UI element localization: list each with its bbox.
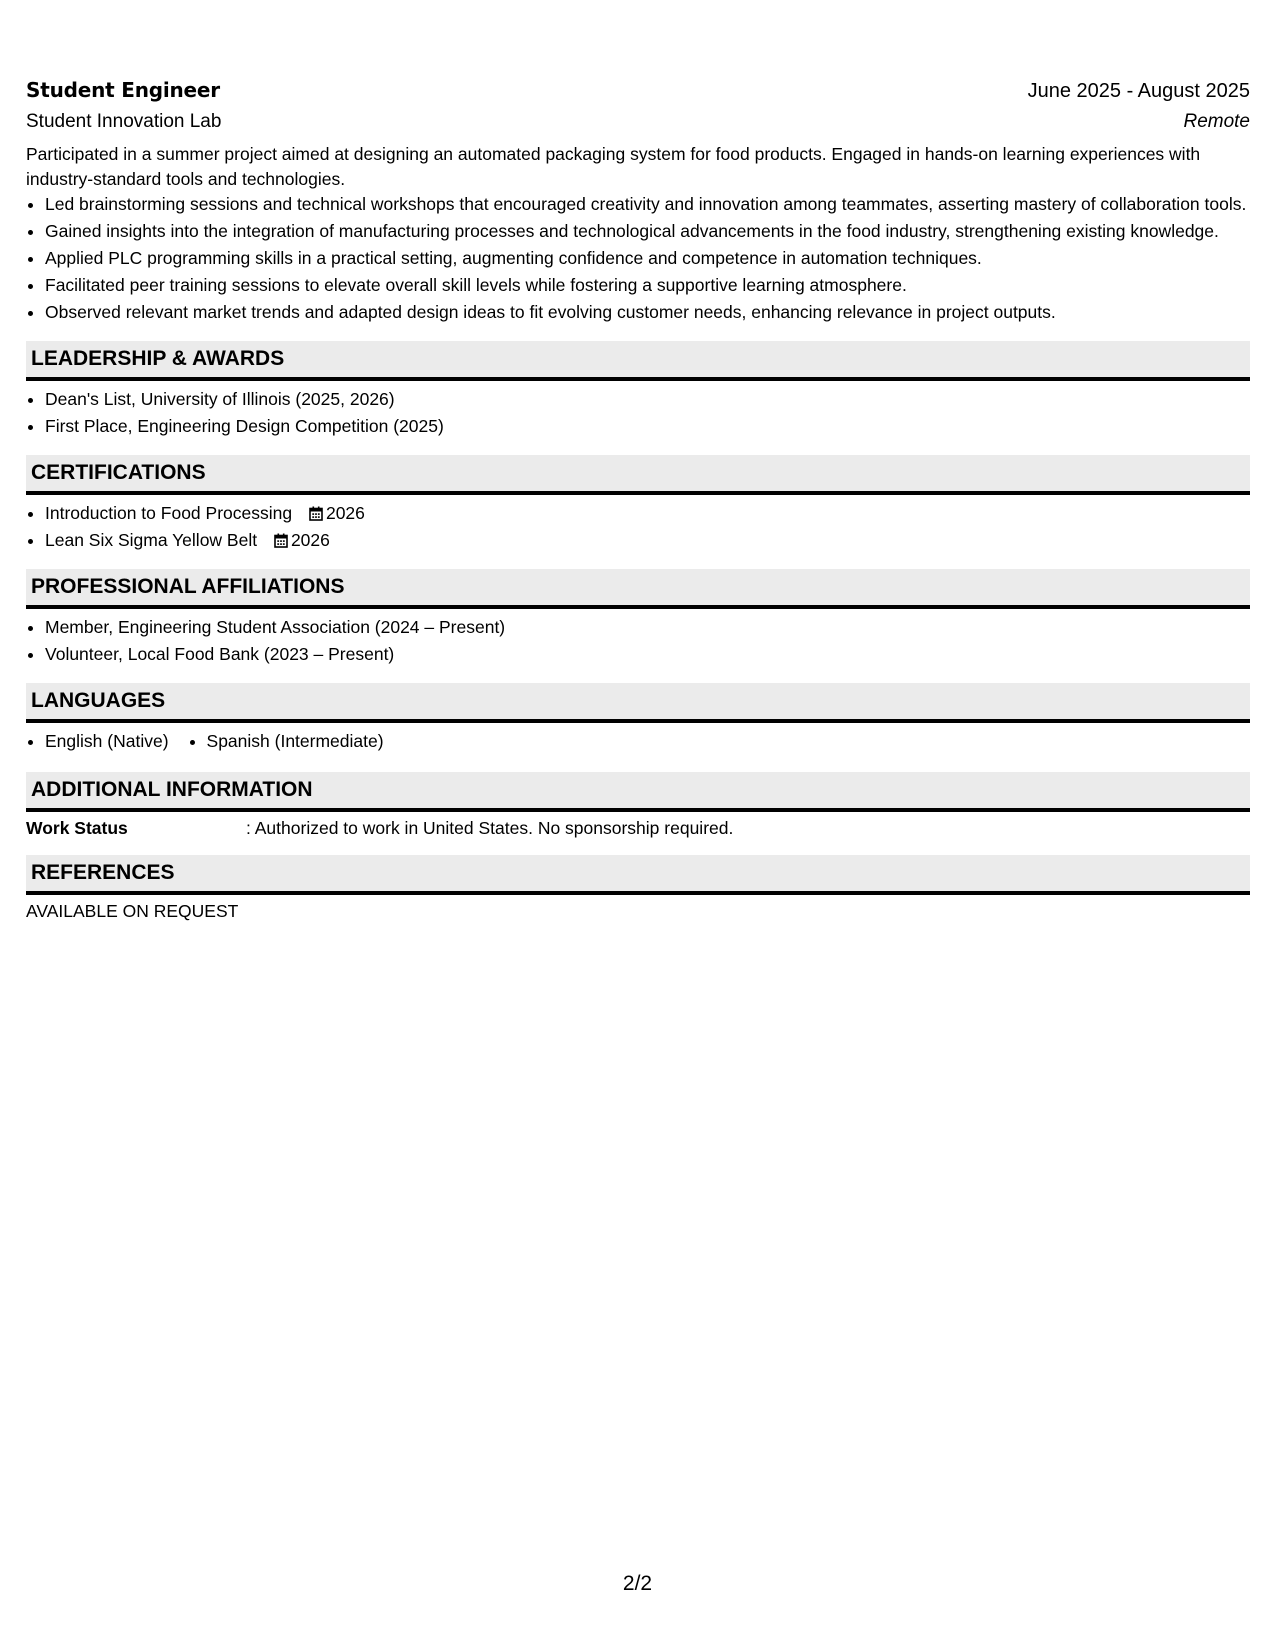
list-item: • Gained insights into the integration of manufacturing processes and technological advancements in the food industry, strengthening existing knowledge. bbox=[45, 219, 1250, 244]
job-company: Student Innovation Lab bbox=[26, 111, 222, 132]
list-item: • Dean's List, University of Illinois (2025, 2026) bbox=[45, 387, 1250, 412]
list-item: • Volunteer, Local Food Bank (2023 – Present) bbox=[45, 642, 1250, 667]
section-heading-leadership: LEADERSHIP & AWARDS bbox=[26, 341, 1250, 381]
section-heading-certifications: CERTIFICATIONS bbox=[26, 455, 1250, 495]
job-dates: June 2025 - August 2025 bbox=[1027, 80, 1250, 102]
list-item: • First Place, Engineering Design Competition (2025) bbox=[45, 414, 1250, 439]
section-heading-references: REFERENCES bbox=[26, 855, 1250, 895]
leadership-list bbox=[26, 387, 1250, 439]
list-item: • Spanish (Intermediate) bbox=[207, 729, 384, 754]
list-item bbox=[45, 528, 1250, 553]
list-item bbox=[45, 501, 1250, 526]
section-heading-affiliations: PROFESSIONAL AFFILIATIONS bbox=[26, 569, 1250, 609]
job-bullets bbox=[26, 192, 1250, 325]
languages-list bbox=[26, 729, 422, 756]
certifications-list bbox=[26, 501, 1250, 553]
page-number: 2/2 bbox=[622, 1572, 653, 1595]
certification-name: Introduction to Food Processing bbox=[45, 503, 293, 523]
calendar-icon bbox=[274, 533, 288, 548]
job-header bbox=[26, 78, 1250, 103]
section-heading-languages: LANGUAGES bbox=[26, 683, 1250, 723]
job-subheader bbox=[26, 111, 1250, 133]
list-item: • Led brainstorming sessions and technical workshops that encouraged creativity and innovation among teammates, asserting mastery of collaboration tools. bbox=[45, 192, 1250, 217]
affiliations-list bbox=[26, 615, 1250, 667]
resume-page bbox=[26, 78, 1250, 922]
certification-year: 2026 bbox=[325, 503, 365, 523]
certification-year: 2026 bbox=[290, 530, 330, 550]
work-status-value: : Authorized to work in United States. No sponsorship required. bbox=[246, 818, 734, 838]
work-status-row bbox=[26, 818, 1250, 839]
list-item: • Facilitated peer training sessions to elevate overall skill levels while fostering a supportive learning atmosphere. bbox=[45, 273, 1250, 298]
calendar-icon bbox=[309, 506, 323, 521]
job-location: Remote bbox=[1183, 111, 1250, 132]
list-item: • English (Native) bbox=[45, 729, 169, 754]
job-title: Student Engineer bbox=[26, 78, 220, 102]
references-text: AVAILABLE ON REQUEST bbox=[26, 901, 239, 921]
section-heading-additional: ADDITIONAL INFORMATION bbox=[26, 772, 1250, 812]
list-item: • Member, Engineering Student Association (2024 – Present) bbox=[45, 615, 1250, 640]
certification-name: Lean Six Sigma Yellow Belt bbox=[45, 530, 258, 550]
languages-row bbox=[26, 729, 1250, 756]
list-item: • Observed relevant market trends and adapted design ideas to fit evolving customer needs, enhancing relevance in project outputs. bbox=[45, 300, 1250, 325]
work-status-label: Work Status bbox=[26, 818, 128, 838]
job-summary: Participated in a summer project aimed at designing an automated packaging system for food products. Engaged in hands-on learning experiences with industry-standard tools and technologies. bbox=[26, 144, 1201, 189]
list-item: • Applied PLC programming skills in a practical setting, augmenting confidence and competence in automation techniques. bbox=[45, 246, 1250, 271]
